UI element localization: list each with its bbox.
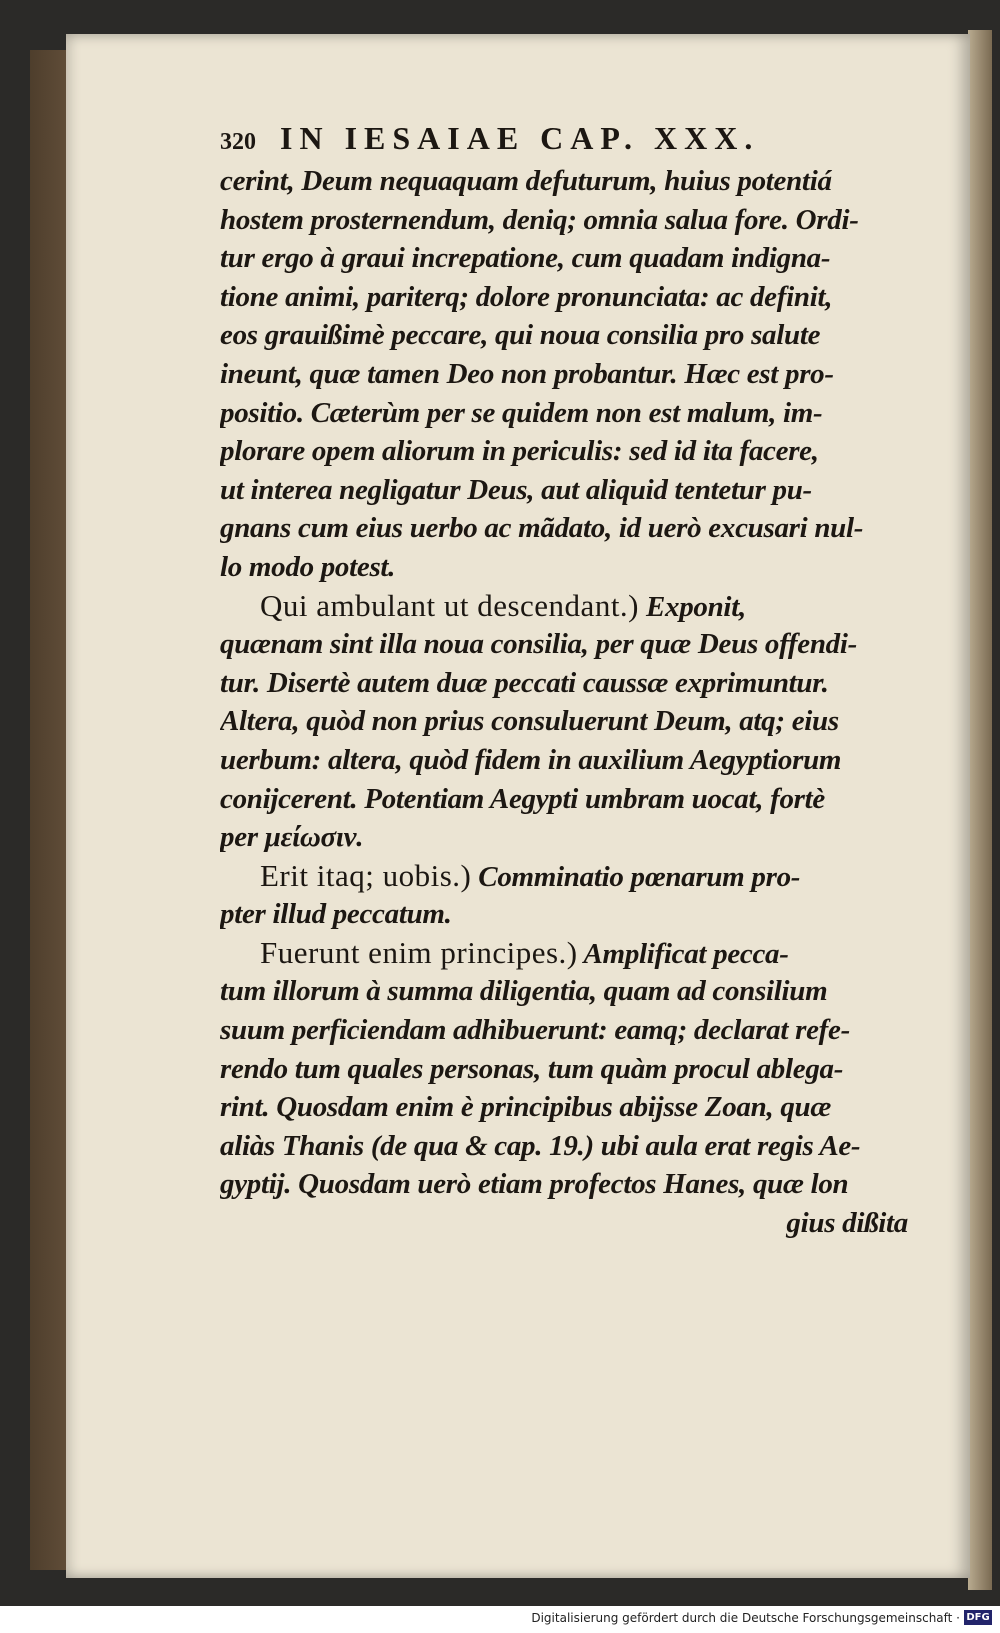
lemma: Qui ambulant ut descendant.) bbox=[260, 587, 640, 623]
page-text-block bbox=[220, 120, 958, 1243]
text-line bbox=[220, 316, 958, 355]
footer-credit: Digitalisierung gefördert durch die Deutsche Forschungsgemeinschaft · bbox=[531, 1611, 960, 1625]
line-text: tione animi, pariterq; dolore pronunciata: ac definit, bbox=[220, 280, 833, 313]
text-line bbox=[220, 702, 958, 741]
text-lines bbox=[220, 162, 958, 1204]
text-line bbox=[220, 741, 958, 780]
text-line bbox=[220, 548, 958, 587]
line-text: tur ergo à graui increpatione, cum quadam indigna- bbox=[220, 242, 831, 275]
line-text: per μείωσιν. bbox=[220, 821, 364, 854]
text-line bbox=[220, 895, 958, 934]
line-text: gyptij. Quosdam uerò etiam profectos Hanes, quæ lon bbox=[220, 1168, 849, 1201]
text-line bbox=[220, 857, 958, 896]
line-text: Exponit, bbox=[639, 590, 746, 623]
line-text: rendo tum quales personas, tum quàm procul ablega- bbox=[220, 1052, 844, 1085]
text-line bbox=[220, 1165, 958, 1204]
text-line bbox=[220, 1050, 958, 1089]
line-text: uerbum: altera, quòd fidem in auxilium Aegyptiorum bbox=[220, 743, 842, 776]
line-text: pter illud peccatum. bbox=[220, 898, 452, 931]
line-text: hostem prosternendum, deniq; omnia salua fore. Ordi- bbox=[220, 203, 859, 236]
line-text: positio. Cæterùm per se quidem non est malum, im- bbox=[220, 396, 823, 429]
running-head-title: IN IESAIAE CAP. XXX. bbox=[280, 120, 760, 156]
text-line bbox=[220, 394, 958, 433]
text-line bbox=[220, 278, 958, 317]
text-line bbox=[220, 1088, 958, 1127]
line-text: Amplificat pecca- bbox=[577, 937, 789, 970]
page-edge bbox=[968, 30, 992, 1590]
line-text: ut interea negligatur Deus, aut aliquid tentetur pu- bbox=[220, 473, 812, 506]
lemma: Fuerunt enim principes.) bbox=[260, 934, 578, 970]
lemma: Erit itaq; uobis.) bbox=[260, 857, 472, 893]
line-text: gnans cum eius uerbo ac mãdato, id uerò excusari nul- bbox=[220, 512, 864, 545]
line-text: rint. Quosdam enim è principibus abijsse Zoan, quæ bbox=[220, 1091, 832, 1124]
line-text: tur. Disertè autem duæ peccati caussæ exprimuntur. bbox=[220, 666, 829, 699]
text-line bbox=[220, 934, 958, 973]
line-text: conijcerent. Potentiam Aegypti umbram uocat, fortè bbox=[220, 782, 825, 815]
line-text: tum illorum à summa diligentia, quam ad consilium bbox=[220, 975, 828, 1008]
text-line bbox=[220, 818, 958, 857]
line-text: Comminatio pœnarum pro- bbox=[471, 860, 801, 893]
line-text: suum perficiendam adhibuerunt: eamq; declarat refe- bbox=[220, 1014, 850, 1047]
line-text: plorare opem aliorum in periculis: sed id ita facere, bbox=[220, 435, 819, 468]
text-line bbox=[220, 162, 958, 201]
line-text: lo modo potest. bbox=[220, 550, 396, 583]
dfg-logo: DFG bbox=[964, 1610, 992, 1625]
page-number: 320 bbox=[220, 129, 256, 155]
text-line bbox=[220, 780, 958, 819]
line-text: ineunt, quæ tamen Deo non probantur. Hæc est pro- bbox=[220, 357, 834, 390]
line-text: quænam sint illa noua consilia, per quæ Deus offendi- bbox=[220, 628, 857, 661]
text-line bbox=[220, 239, 958, 278]
text-line bbox=[220, 432, 958, 471]
text-line bbox=[220, 509, 958, 548]
line-text: eos grauißimè peccare, qui noua consilia pro salute bbox=[220, 319, 821, 352]
text-line bbox=[220, 587, 958, 626]
line-text: Altera, quòd non prius consuluerunt Deum, atq; eius bbox=[220, 705, 839, 738]
catchword: gius dißita bbox=[786, 1207, 908, 1240]
text-line bbox=[220, 625, 958, 664]
text-line bbox=[220, 664, 958, 703]
text-line bbox=[220, 201, 958, 240]
running-head bbox=[220, 120, 958, 162]
text-line bbox=[220, 1011, 958, 1050]
text-line bbox=[220, 972, 958, 1011]
text-line bbox=[220, 471, 958, 510]
text-line bbox=[220, 355, 958, 394]
text-line bbox=[220, 1127, 958, 1166]
line-text: aliàs Thanis (de qua & cap. 19.) ubi aula erat regis Ae- bbox=[220, 1129, 861, 1162]
line-text: cerint, Deum nequaquam defuturum, huius potentiá bbox=[220, 165, 832, 197]
